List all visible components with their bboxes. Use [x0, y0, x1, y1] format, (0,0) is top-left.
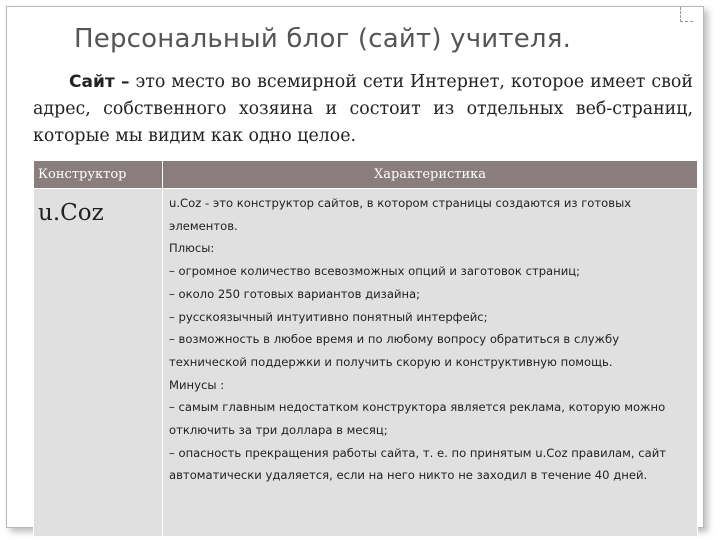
- page-corner-fold: [680, 7, 693, 22]
- description-line: – около 250 готовых вариантов дизайна;: [169, 286, 421, 301]
- description-line: Минусы :: [169, 377, 225, 392]
- intro-text: это место во всемирной сети Интернет, которое имеет свой адрес, собственного хозяина и состоит из отдельных веб-страниц, которые мы видим как одно целое.: [33, 72, 693, 146]
- cell-constructor-name: u.Coz: [34, 189, 163, 537]
- cell-description: [163, 189, 698, 537]
- intro-paragraph: [33, 69, 693, 150]
- description-line: – самым главным недостатком конструктора является реклама, которую можно отключить за три доллара в месяц;: [169, 400, 666, 438]
- header-constructor: Конструктор: [34, 161, 163, 189]
- slide-title: Персональный блог (сайт) учителя.: [74, 24, 572, 54]
- description-line: – огромное количество всевозможных опций и заготовок страниц;: [169, 264, 581, 279]
- intro-term: Сайт –: [69, 72, 130, 92]
- table-row: [34, 189, 698, 537]
- header-description: Характеристика: [163, 161, 698, 189]
- description-line: Плюсы:: [169, 241, 215, 256]
- description-line: – русскоязычный интуитивно понятный интерфейс;: [169, 309, 488, 324]
- comparison-table: [33, 160, 698, 537]
- table-header-row: [34, 161, 698, 189]
- description-line: u.Coz - это конструктор сайтов, в котором страницы создаются из готовых элементов.: [169, 196, 632, 233]
- description-line: – возможность в любое время и по любому вопросу обратиться в службу технической поддержки и получить скорую и конструктивную помощь.: [169, 332, 620, 369]
- description-line: – опасность прекращения работы сайта, т. е. по принятым u.Coz правилам, сайт автоматически удаляется, если на него никто не заходил в течение 40 дней.: [169, 445, 667, 483]
